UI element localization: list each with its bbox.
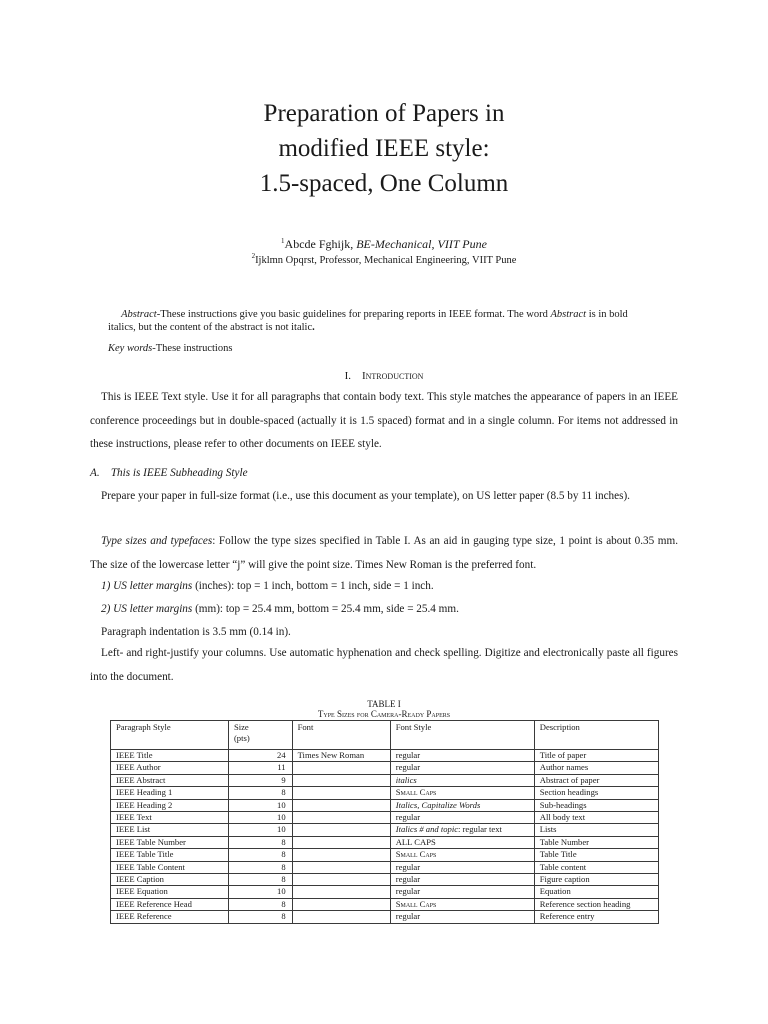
font-style-italics: italics bbox=[395, 774, 417, 785]
title-line-3: 1.5-spaced, One Column bbox=[259, 170, 509, 197]
cell-size: 8 bbox=[228, 861, 292, 873]
table-row bbox=[111, 762, 659, 774]
abstract-end: . bbox=[312, 322, 315, 333]
cell-style: IEEE Title bbox=[111, 750, 229, 762]
cell-style: IEEE Reference bbox=[111, 911, 229, 923]
cell-description: Reference section heading bbox=[534, 898, 658, 910]
paragraph-format: Prepare your paper in full-size format (i.e., use this document as your template), on US letter paper (8.5 by 11 inches). bbox=[101, 490, 630, 502]
header-size-line2: (pts) bbox=[233, 733, 250, 744]
cell-size: 8 bbox=[228, 787, 292, 799]
table-caption-number: TABLE I bbox=[367, 699, 401, 709]
cell-font-style: regular bbox=[390, 911, 534, 923]
cell-style: IEEE Reference Head bbox=[111, 898, 229, 910]
cell-size: 10 bbox=[228, 886, 292, 898]
abstract-word: Abstract bbox=[550, 309, 587, 320]
table-row bbox=[111, 898, 659, 910]
cell-font-style: ALL CAPS bbox=[390, 836, 534, 848]
author-2 bbox=[0, 253, 768, 269]
paragraph-justify: Left- and right-justify your columns. Use automatic hyphenation and check spelling. Digitize and electronically paste all figures into the document. bbox=[90, 647, 678, 683]
paper-title bbox=[0, 96, 768, 201]
author-1-superscript: 1 bbox=[281, 237, 285, 245]
margins-mm-text: (mm): top = 25.4 mm, bottom = 25.4 mm, side = 25.4 mm. bbox=[192, 603, 459, 615]
cell-style: IEEE Text bbox=[111, 812, 229, 824]
table-row bbox=[111, 849, 659, 861]
cell-description: Section headings bbox=[534, 787, 658, 799]
cell-size: 8 bbox=[228, 836, 292, 848]
table-caption-title: Type Sizes for Camera-Ready Papers bbox=[317, 709, 451, 719]
cell-font-style: regular bbox=[390, 750, 534, 762]
cell-size: 9 bbox=[228, 774, 292, 786]
cell-font bbox=[292, 799, 390, 811]
cell-font bbox=[292, 812, 390, 824]
cell-style: IEEE Table Content bbox=[111, 861, 229, 873]
table-row bbox=[111, 799, 659, 811]
cell-size: 10 bbox=[228, 824, 292, 836]
cell-style: IEEE Abstract bbox=[111, 774, 229, 786]
cell-font-style bbox=[390, 774, 534, 786]
cell-description: Table Title bbox=[534, 849, 658, 861]
author-1 bbox=[0, 236, 768, 252]
keywords bbox=[108, 342, 232, 355]
table-row bbox=[111, 750, 659, 762]
cell-font-style: regular bbox=[390, 762, 534, 774]
font-style-italics-topic: Italics # and topic bbox=[395, 824, 459, 835]
cell-font-style: regular bbox=[390, 874, 534, 886]
header-font-style: Font Style bbox=[390, 721, 534, 750]
abstract bbox=[108, 308, 656, 334]
paragraph-indentation: Paragraph indentation is 3.5 mm (0.14 in). bbox=[101, 626, 291, 638]
cell-style: IEEE Equation bbox=[111, 886, 229, 898]
header-description: Description bbox=[534, 721, 658, 750]
table-row bbox=[111, 886, 659, 898]
table-row bbox=[111, 911, 659, 923]
section-heading-introduction bbox=[0, 369, 768, 383]
table-row bbox=[111, 812, 659, 824]
cell-style: IEEE Caption bbox=[111, 874, 229, 886]
cell-font bbox=[292, 849, 390, 861]
abstract-text-2: is in bold italics, but the content of the abstract is not italic bbox=[108, 309, 628, 333]
subheading-text: This is IEEE Subheading Style bbox=[110, 467, 248, 479]
cell-description: Title of paper bbox=[534, 750, 658, 762]
cell-style: IEEE Table Number bbox=[111, 836, 229, 848]
section-title: Introduction bbox=[361, 370, 424, 382]
cell-font bbox=[292, 787, 390, 799]
cell-font bbox=[292, 824, 390, 836]
cell-font-style: regular bbox=[390, 886, 534, 898]
cell-font bbox=[292, 836, 390, 848]
cell-description: Equation bbox=[534, 886, 658, 898]
cell-size: 8 bbox=[228, 849, 292, 861]
cell-description: Reference entry bbox=[534, 911, 658, 923]
keywords-label: Key words bbox=[108, 343, 153, 354]
type-sizes-text: : Follow the type sizes specified in Table I. As an aid in gauging type size, 1 point is about 0.35 mm. The size of the lowercase letter “j” will give the point size. Times New Roman is the preferred font. bbox=[90, 535, 678, 571]
margins-inches bbox=[101, 578, 434, 594]
cell-style: IEEE Table Title bbox=[111, 849, 229, 861]
title-line-1: Preparation of Papers in bbox=[263, 100, 505, 127]
cell-font-style: regular bbox=[390, 861, 534, 873]
subheading-a bbox=[90, 464, 248, 482]
keywords-text: -These instructions bbox=[152, 343, 233, 354]
cell-description: Abstract of paper bbox=[534, 774, 658, 786]
cell-description: Table content bbox=[534, 861, 658, 873]
cell-size: 10 bbox=[228, 799, 292, 811]
cell-size: 11 bbox=[228, 762, 292, 774]
author-1-name: Abcde Fghijk, bbox=[284, 237, 357, 251]
cell-style: IEEE Heading 1 bbox=[111, 787, 229, 799]
cell-font bbox=[292, 874, 390, 886]
cell-size: 10 bbox=[228, 812, 292, 824]
font-style-italics-capitalize: Italics, Capitalize Words bbox=[395, 799, 481, 810]
cell-description: All body text bbox=[534, 812, 658, 824]
cell-size: 8 bbox=[228, 911, 292, 923]
abstract-label: Abstract bbox=[121, 309, 157, 320]
cell-font-style bbox=[390, 799, 534, 811]
header-font: Font bbox=[292, 721, 390, 750]
cell-font-style bbox=[390, 824, 534, 836]
cell-font-style: regular bbox=[390, 812, 534, 824]
margins-inches-label: 1) US letter margins bbox=[101, 580, 193, 592]
cell-description: Sub-headings bbox=[534, 799, 658, 811]
cell-font bbox=[292, 911, 390, 923]
cell-style: IEEE List bbox=[111, 824, 229, 836]
header-paragraph-style: Paragraph Style bbox=[111, 721, 229, 750]
cell-style: IEEE Author bbox=[111, 762, 229, 774]
title-line-2: modified IEEE style: bbox=[278, 135, 490, 162]
author-2-superscript: 2 bbox=[251, 252, 256, 260]
header-size-line1: Size bbox=[233, 722, 249, 732]
cell-style: IEEE Heading 2 bbox=[111, 799, 229, 811]
cell-font bbox=[292, 886, 390, 898]
section-number: I. bbox=[344, 370, 351, 382]
margins-mm bbox=[101, 601, 459, 617]
font-style-regular-text: : regular text bbox=[458, 824, 502, 835]
cell-description: Lists bbox=[534, 824, 658, 836]
header-size bbox=[228, 721, 292, 750]
author-block bbox=[0, 236, 768, 269]
subheading-letter: A. bbox=[90, 467, 100, 479]
abstract-text-1: -These instructions give you basic guidelines for preparing reports in IEEE format. The word bbox=[156, 309, 551, 320]
author-1-affiliation: BE-Mechanical, VIIT Pune bbox=[356, 237, 487, 251]
paragraph-type-sizes bbox=[90, 530, 678, 577]
cell-description: Table Number bbox=[534, 836, 658, 848]
table-row bbox=[111, 774, 659, 786]
cell-font bbox=[292, 762, 390, 774]
cell-size: 24 bbox=[228, 750, 292, 762]
cell-font-style: Small Caps bbox=[390, 898, 534, 910]
cell-size: 8 bbox=[228, 898, 292, 910]
table-row bbox=[111, 824, 659, 836]
cell-size: 8 bbox=[228, 874, 292, 886]
margins-mm-label: 2) US letter margins bbox=[101, 603, 193, 615]
table-row bbox=[111, 861, 659, 873]
paragraph-intro: This is IEEE Text style. Use it for all paragraphs that contain body text. This style matches the appearance of papers in an IEEE conference proceedings but in double-spaced (actually it is 1.5 spaced) format and in a single column. For items not addressed in these instructions, please refer to other documents on IEEE style. bbox=[90, 391, 678, 450]
cell-font-style: Small Caps bbox=[390, 849, 534, 861]
cell-font-style: Small Caps bbox=[390, 787, 534, 799]
cell-description: Author names bbox=[534, 762, 658, 774]
cell-description: Figure caption bbox=[534, 874, 658, 886]
margins-inches-text: (inches): top = 1 inch, bottom = 1 inch, side = 1 inch. bbox=[192, 580, 434, 592]
cell-font bbox=[292, 774, 390, 786]
type-sizes-label: Type sizes and typefaces bbox=[101, 535, 213, 547]
table-row bbox=[111, 874, 659, 886]
type-sizes-table bbox=[110, 720, 659, 924]
cell-font: Times New Roman bbox=[292, 750, 390, 762]
table-row bbox=[111, 787, 659, 799]
cell-font bbox=[292, 898, 390, 910]
author-2-text: Ijklmn Opqrst, Professor, Mechanical Engineering, VIIT Pune bbox=[255, 255, 517, 266]
cell-font bbox=[292, 861, 390, 873]
table-header-row bbox=[111, 721, 659, 750]
table-row bbox=[111, 836, 659, 848]
